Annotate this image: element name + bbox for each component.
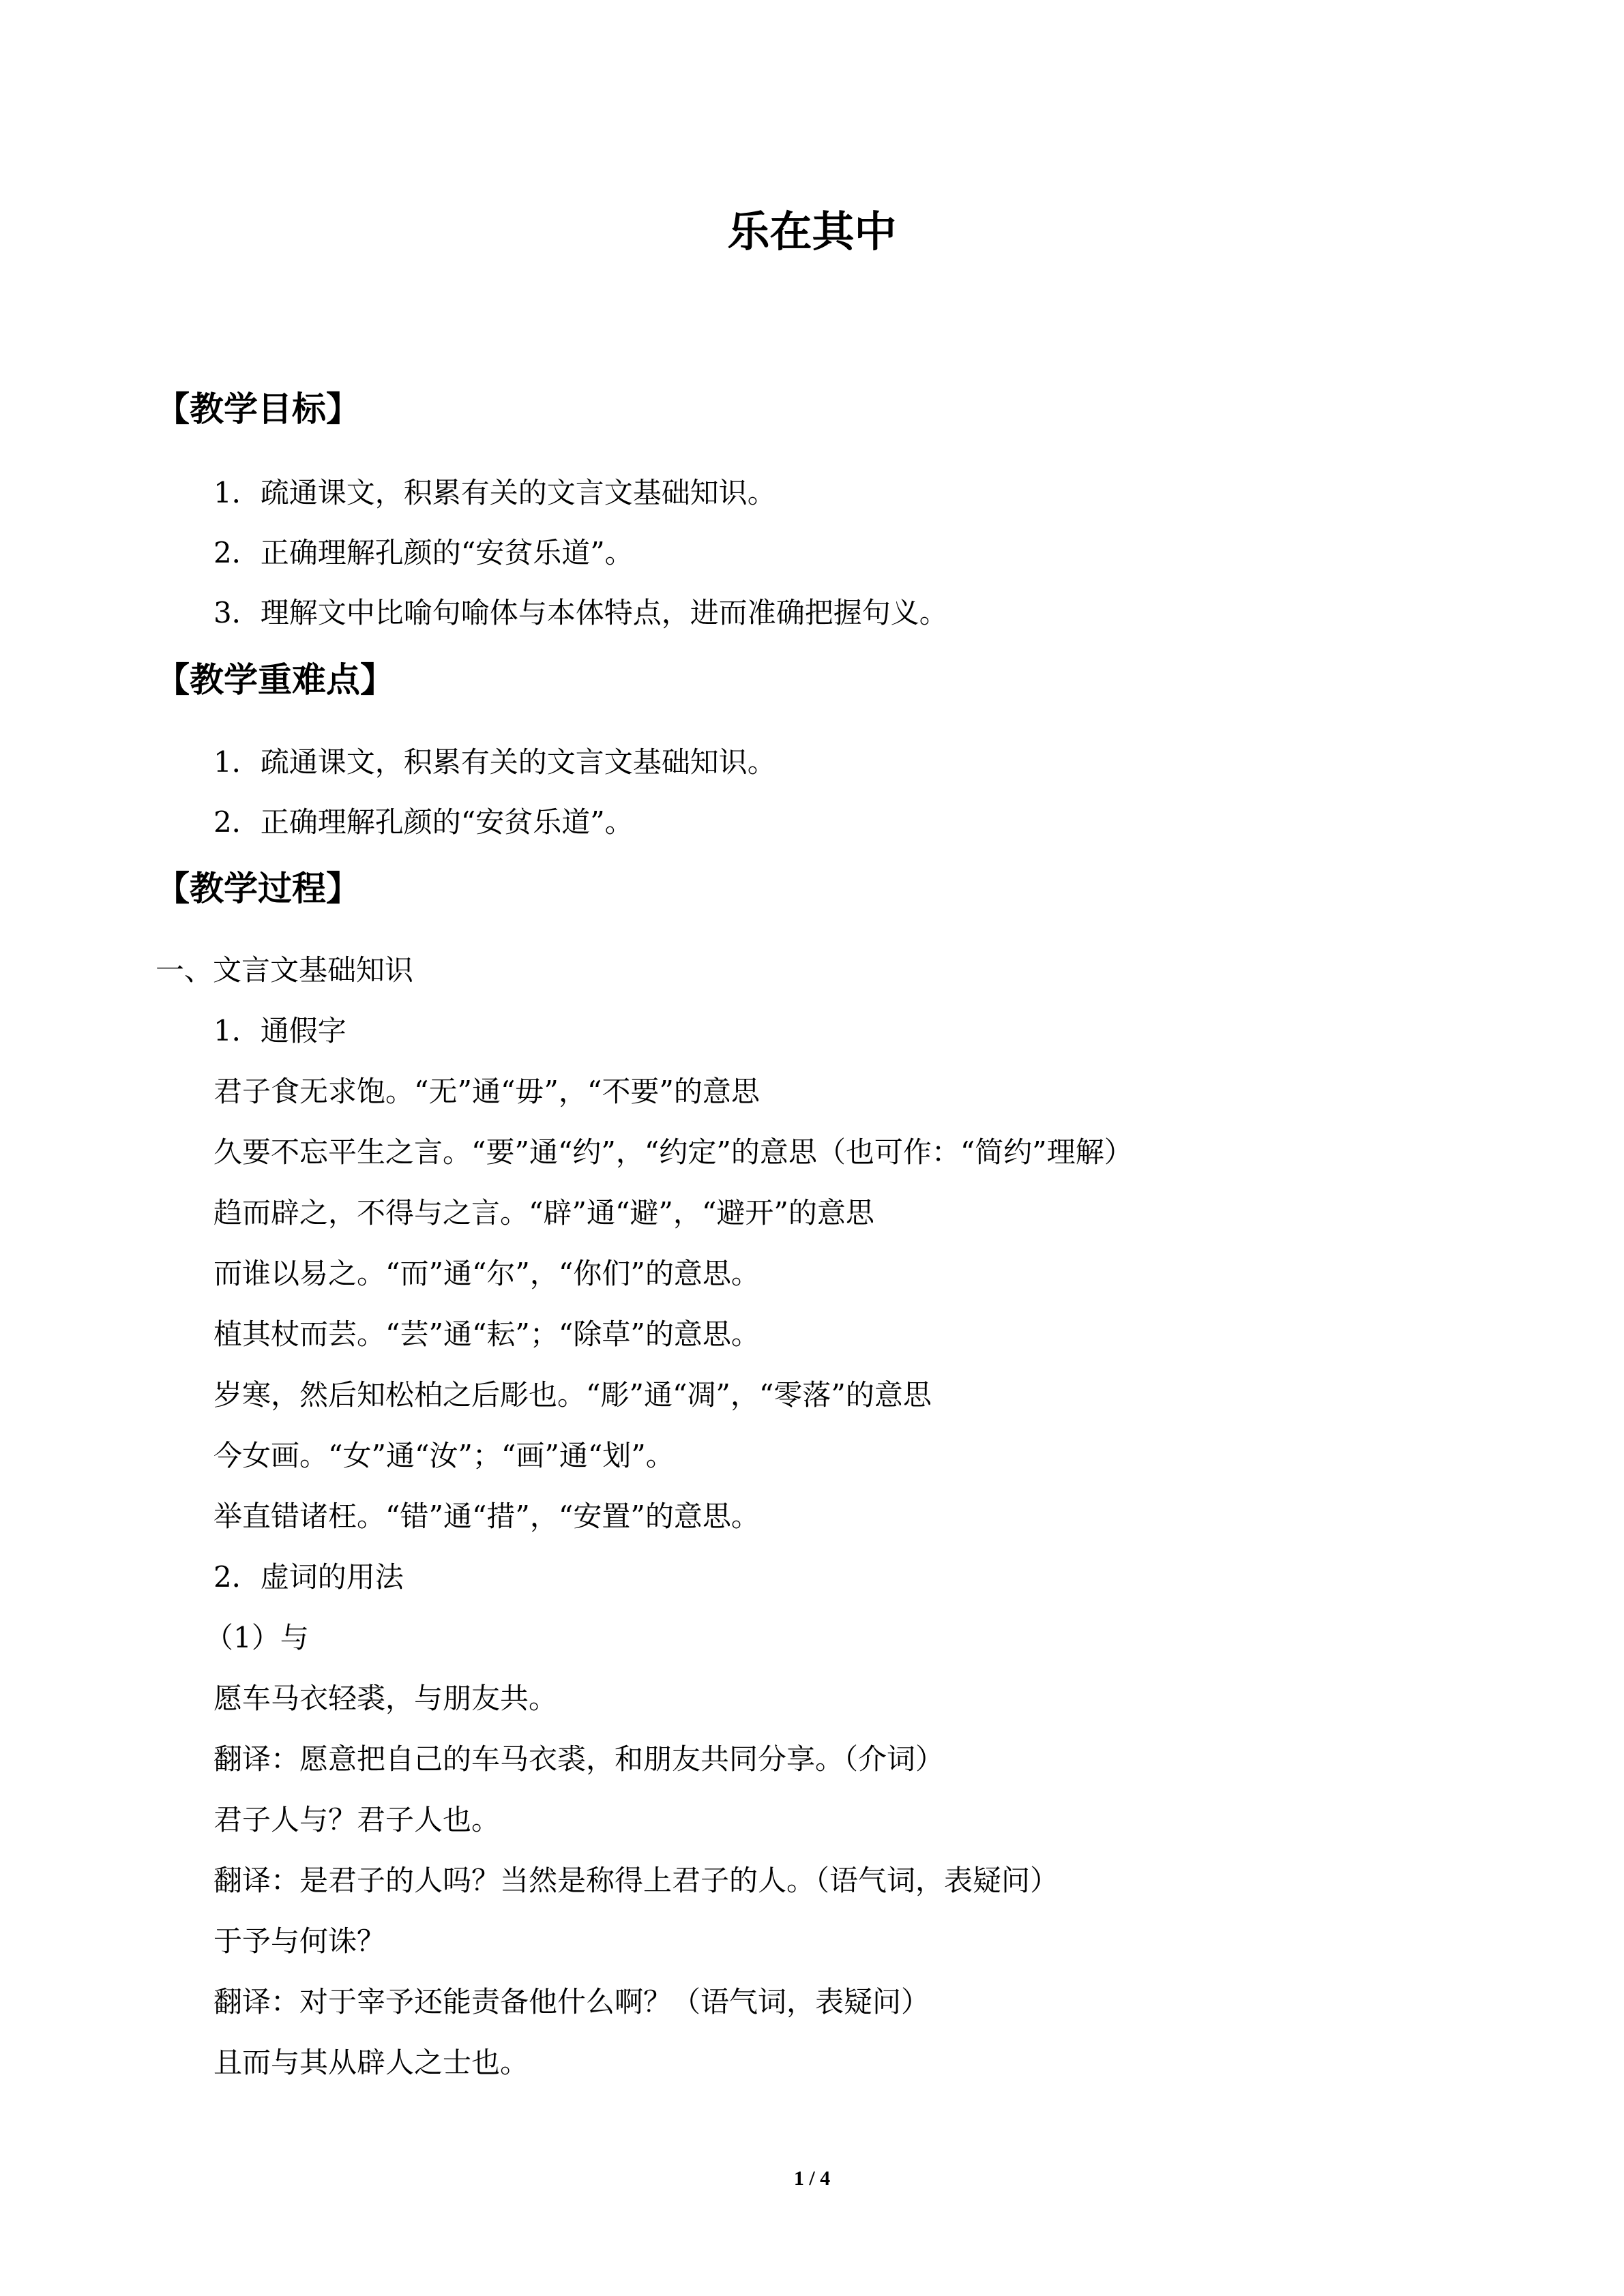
tongjia-line: 岁寒，然后知松柏之后彫也。“彫”通“凋”，“零落”的意思 — [213, 1378, 932, 1412]
goal-item: 3．理解文中比喻句喻体与本体特点，进而准确把握句义。 — [213, 596, 948, 629]
difficulty-item: 1．疏通课文，积累有关的文言文基础知识。 — [213, 745, 776, 779]
heading-key-difficulties: 【教学重难点】 — [156, 660, 394, 700]
example-line: 翻译：愿意把自己的车马衣裘，和朋友共同分享。（介词） — [213, 1742, 945, 1776]
difficulty-item: 2．正确理解孔颜的“安贫乐道”。 — [213, 805, 634, 839]
example-line: 于予与何诛？ — [213, 1924, 386, 1958]
subsection-title: 1．通假字 — [213, 1014, 346, 1047]
tongjia-line: 举直错诸枉。“错”通“措”，“安置”的意思。 — [213, 1500, 760, 1533]
tongjia-line: 植其杖而芸。“芸”通“耘”；“除草”的意思。 — [213, 1317, 760, 1351]
heading-teaching-goals: 【教学目标】 — [156, 389, 360, 429]
goal-item: 2．正确理解孔颜的“安贫乐道”。 — [213, 536, 634, 569]
tongjia-line: 趋而辟之，不得与之言。“辟”通“避”，“避开”的意思 — [213, 1196, 874, 1229]
example-line: 君子人与？君子人也。 — [213, 1803, 501, 1836]
page-number: 1 / 4 — [793, 2167, 831, 2190]
tongjia-line: 君子食无求饱。“无”通“毋”，“不要”的意思 — [213, 1075, 760, 1108]
example-line: 翻译：对于宰予还能责备他什么啊？（语气词，表疑问） — [213, 1985, 930, 2018]
example-line: 愿车马衣轻裘，与朋友共。 — [213, 1682, 558, 1715]
tongjia-line: 而谁以易之。“而”通“尔”，“你们”的意思。 — [213, 1257, 760, 1290]
tongjia-line: 今女画。“女”通“汝”；“画”通“划”。 — [213, 1439, 675, 1472]
page-title: 乐在其中 — [727, 207, 897, 256]
tongjia-line: 久要不忘平生之言。“要”通“约”，“约定”的意思（也可作：“简约”理解） — [213, 1135, 1133, 1169]
example-line: 且而与其从辟人之士也。 — [213, 2046, 529, 2079]
sub-subsection-title: （1）与 — [205, 1621, 309, 1654]
process-part-title: 一、文言文基础知识 — [156, 953, 414, 987]
example-line: 翻译：是君子的人吗？当然是称得上君子的人。（语气词，表疑问） — [213, 1864, 1059, 1897]
heading-teaching-process: 【教学过程】 — [156, 869, 360, 908]
subsection-title: 2．虚词的用法 — [213, 1560, 404, 1594]
goal-item: 1．疏通课文，积累有关的文言文基础知识。 — [213, 476, 776, 509]
